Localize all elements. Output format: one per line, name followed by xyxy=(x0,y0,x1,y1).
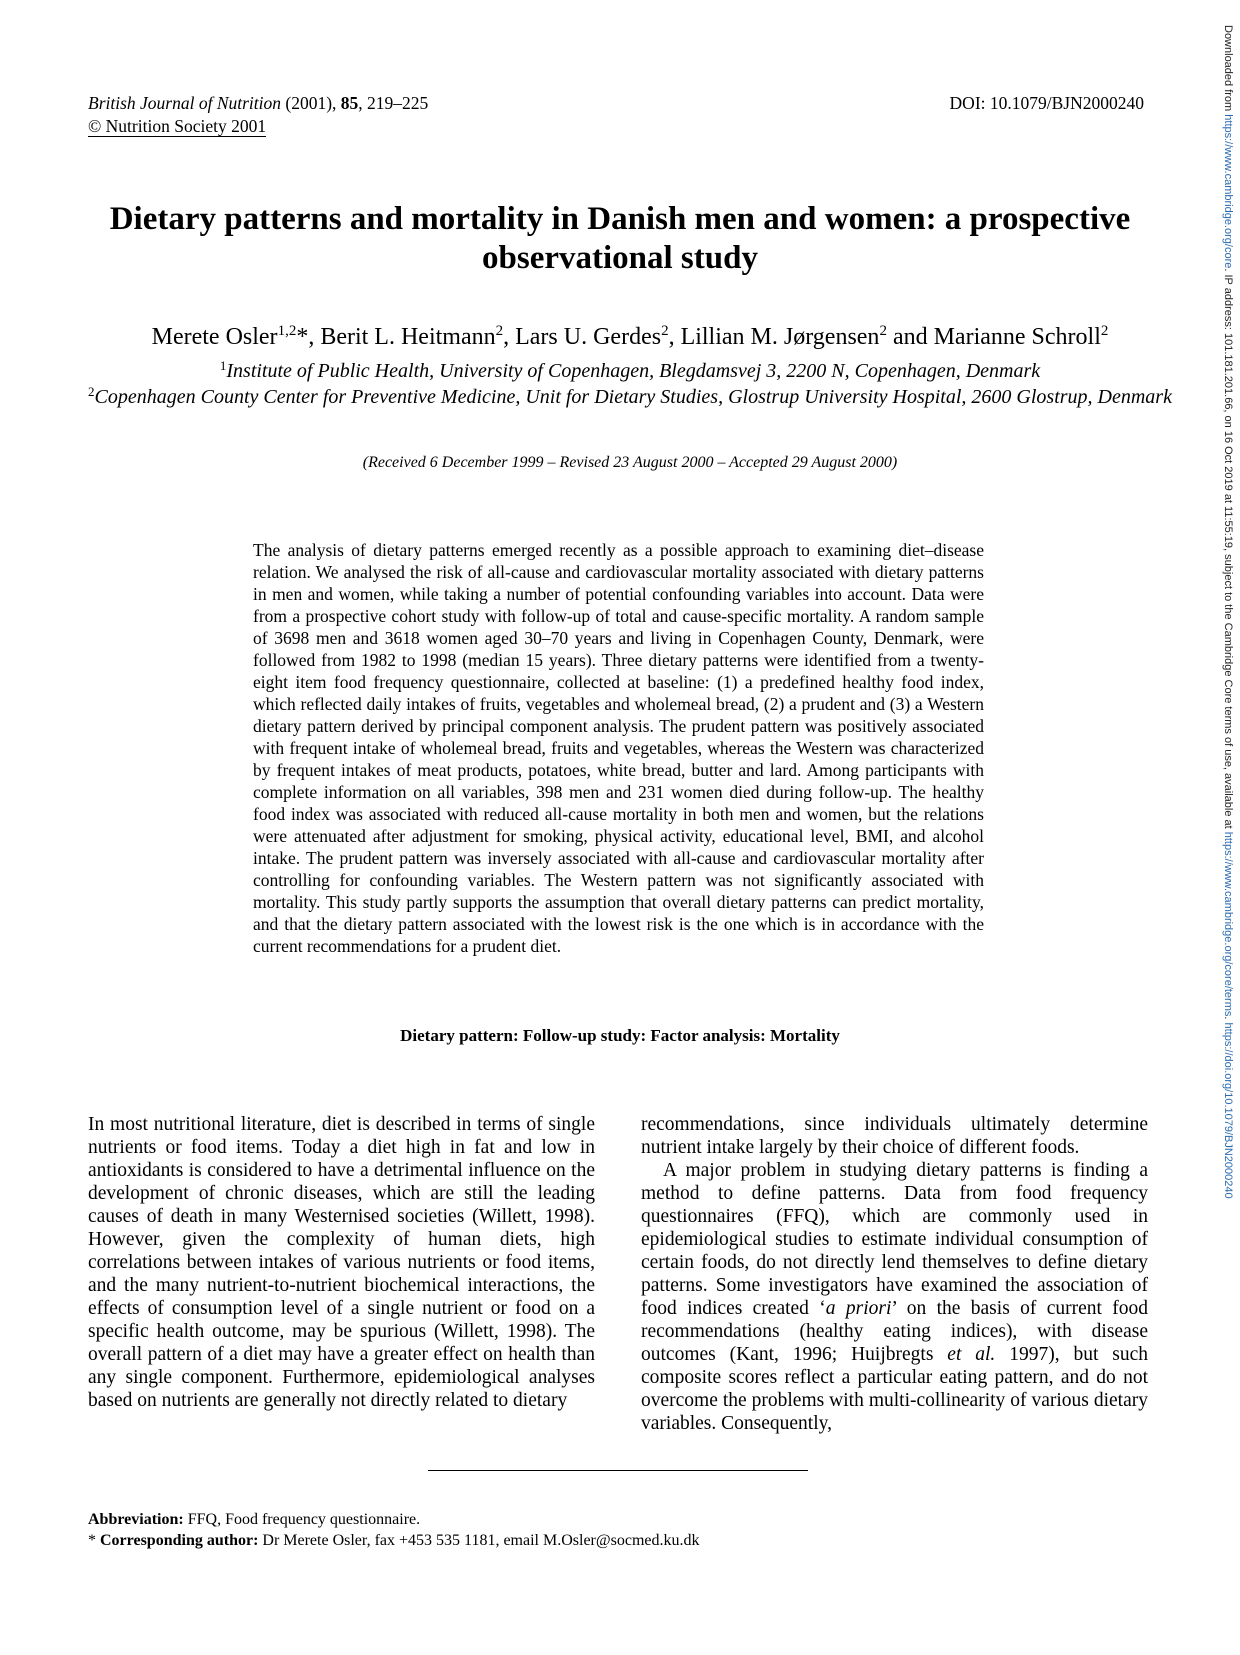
copyright-notice: © Nutrition Society 2001 xyxy=(88,116,267,136)
doi-link[interactable]: https://doi.org/10.1079/BJN2000240 xyxy=(1222,1022,1234,1199)
body-paragraph: recommendations, since individuals ultimately determine nutrient intake largely by their choice of different foods. xyxy=(641,1114,1148,1158)
body-column-right xyxy=(641,1113,1148,1435)
affiliations xyxy=(60,358,1200,410)
author-name: Lars U. Gerdes xyxy=(515,324,662,350)
affiliation-1: $^1$Institute of Public Health, University of Copenhagen, Blegdamsvej 3, 2200 N, Copenhagen, Denmark xyxy=(219,358,1041,382)
author-name: Marianne Schroll xyxy=(933,324,1101,350)
doi-label: DOI: 10.1079/BJN2000240 xyxy=(949,93,1144,113)
author-affil-sup: 2 xyxy=(495,323,504,339)
abstract: The analysis of dietary patterns emerged recently as a possible approach to examining diet–disease relation. We analysed the risk of all-cause and cardiovascular mortality associated with dietary patterns in men and women, while taking a number of potential confounding variables into account. Data were from a prospective cohort study with follow-up of total and cause-specific mortality. A random sample of 3698 men and 3618 women aged 30–70 years and living in Copenhagen County, Denmark, were followed from 1982 to 1998 (median 15 years). Three dietary patterns were identified from a twenty-eight item food frequency questionnaire, collected at baseline: (1) a predefined healthy food index, which reflected daily intakes of fruits, vegetables and wholemeal bread, (2) a prudent and (3) a Western dietary pattern derived by principal component analysis. The prudent pattern was positively associated with frequent intake of wholemeal bread, fruits and vegetables, whereas the Western was characterized by frequent intakes of meat products, potatoes, white bread, butter and lard. Among participants with complete information on all variables, 398 men and 231 women died during follow-up. The healthy food index was associated with reduced all-cause mortality in both men and women, but the relations were attenuated after adjustment for smoking, physical activity, educational level, BMI, and alcohol intake. The prudent pattern was inversely associated with all-cause and cardiovascular mortality after controlling for confounding variables. The Western pattern was not significantly associated with mortality. This study partly supports the assumption that overall dietary patterns can predict mortality, and that the dietary pattern associated with the lowest risk is the one which is in accordance with the current recommendations for a prudent diet. xyxy=(253,540,984,956)
author-name: Merete Osler xyxy=(151,324,278,350)
footnotes xyxy=(88,1509,1088,1551)
body-paragraph: A major problem in studying dietary patterns is finding a method to define patterns. Data from food frequency questionnaires (FFQ), which are commonly used in epidemiological studies to estimate individual consumption of certain foods, do not directly lend themselves to define dietary patterns. Some investigators have examined the association of food indices created ‘a priori’ on the basis of current food recommendations (healthy eating indices), with disease outcomes (Kant, 1996; Huijbregts et al. 1997), but such composite scores reflect a particular eating pattern, and do not overcome the problems with multi-collinearity of various dietary variables. Consequently, xyxy=(641,1160,1149,1434)
footnote-divider xyxy=(428,1470,808,1471)
author-name: Berit L. Heitmann xyxy=(320,324,496,350)
author-affil-sup: 2 xyxy=(879,323,887,339)
author-list: Merete Osler$^{1,2}$*, Berit L. Heitmann$^2$, Lars U. Gerdes$^2$, Lillian M. Jørgensen$^2$ and Marianne Schroll$^2$ xyxy=(151,323,1109,350)
download-notice: Downloaded from https://www.cambridge.org/core. IP address: 101.181.201.66, on 16 Oct 2019 at 11:55:19, subject to the Cambridge Core terms of use, available at https://www.cambridge.org/core/terms. https://doi.org/10.1079/BJN2000240 xyxy=(1222,25,1234,1199)
author-affil-sup: 1,2 xyxy=(277,323,297,339)
author-affil-sup: 2 xyxy=(661,323,669,339)
abbreviation-footnote: Abbreviation: FFQ, Food frequency questionnaire. xyxy=(88,1511,421,1528)
affiliation-2: $^2$Copenhagen County Center for Preventive Medicine, Unit for Dietary Studies, Glostrup University Hospital, 2600 Glostrup, Denmark xyxy=(88,384,1172,408)
cambridge-core-link[interactable]: https://www.cambridge.org/core xyxy=(1222,114,1234,269)
author-name: Lillian M. Jørgensen xyxy=(680,324,880,350)
terms-link[interactable]: https://www.cambridge.org/core/terms xyxy=(1222,831,1234,1017)
journal-volume: 85 xyxy=(340,93,359,113)
journal-citation: British Journal of Nutrition (2001), 85, 219–225 xyxy=(88,93,429,113)
author-affil-sup: 2 xyxy=(1100,323,1109,339)
body-column-left xyxy=(88,1113,595,1412)
journal-name: British Journal of Nutrition xyxy=(88,93,282,113)
body-paragraph: In most nutritional literature, diet is described in terms of single nutrients or food items. Today a diet high in fat and low in antioxidants is considered to have a detrimental influence on the development of chronic diseases, which are still the leading causes of death in many Westernised societies (Willett, 1998). However, given the complexity of human diets, high correlations between intakes of various nutrients or food items, and the many nutrient-to-nutrient biochemical interactions, the effects of consumption level of a single nutrient or food on a specific health outcome, may be spurious (Willett, 1998). The overall pattern of a diet may have a greater effect on health than any single component. Furthermore, epidemiological analyses based on nutrients are generally not directly related to dietary xyxy=(88,1114,595,1411)
article-title: Dietary patterns and mortality in Danish men and women: a prospective observational study xyxy=(109,201,1131,276)
journal-header xyxy=(88,92,428,138)
corresponding-author-footnote: * Corresponding author: Dr Merete Osler, fax +453 535 1181, email M.Osler@socmed.ku.dk xyxy=(88,1532,700,1549)
received-dates: (Received 6 December 1999 – Revised 23 August 2000 – Accepted 29 August 2000) xyxy=(362,454,898,471)
keywords: Dietary pattern: Follow-up study: Factor analysis: Mortality xyxy=(400,1026,840,1045)
